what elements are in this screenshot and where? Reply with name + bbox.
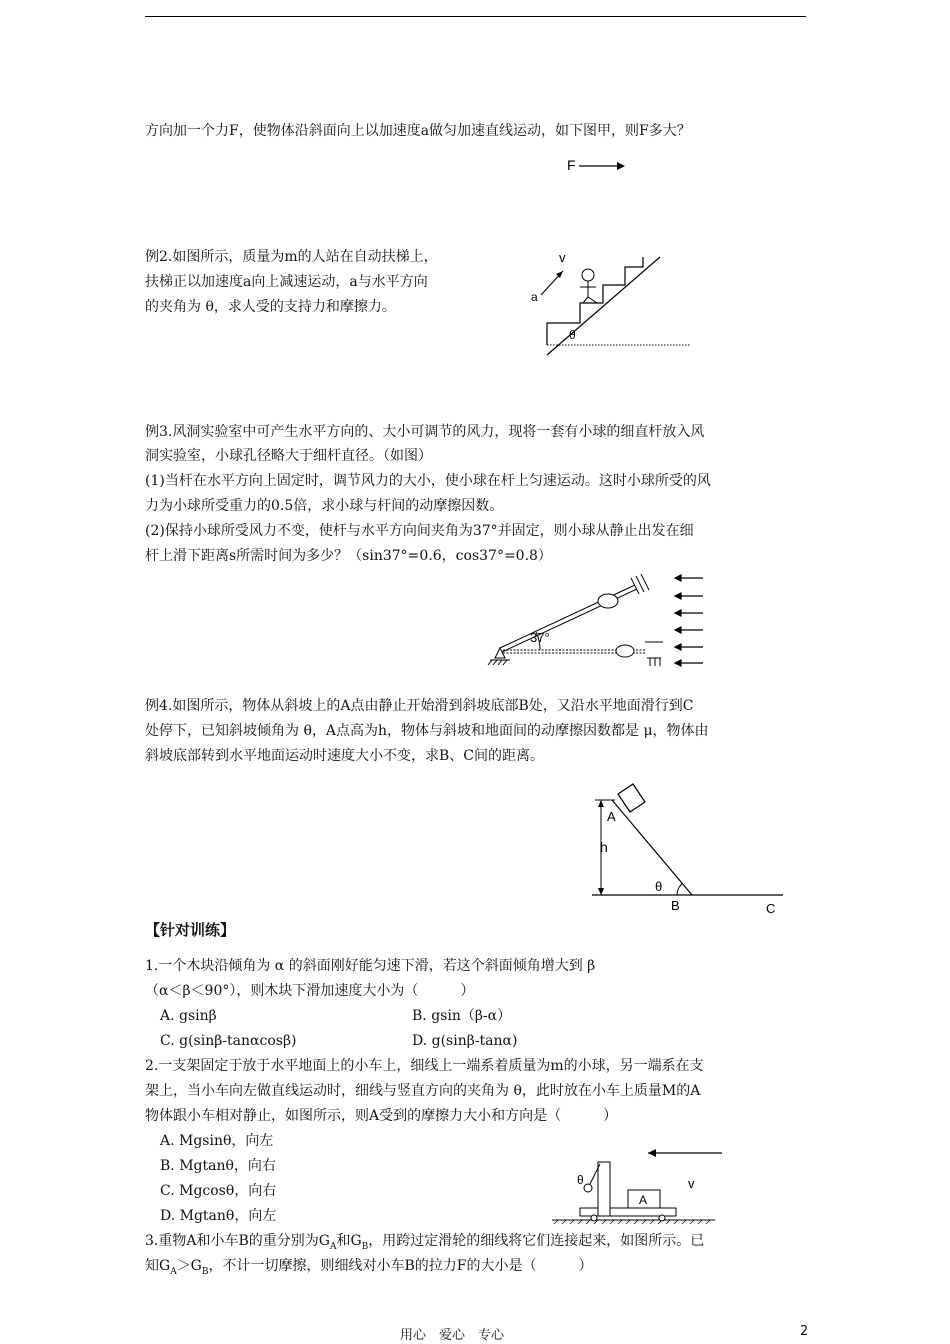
ex4-line-2: 处停下，已知斜坡倾角为 θ，A点高为h，物体与斜坡和地面间的动摩擦因数都是 μ，物体由: [145, 723, 709, 739]
velocity-label: v: [559, 250, 566, 265]
intro-line: 方向加一个力F，使物体沿斜面向上以加速度a做匀加速直线运动，如下图甲，则F多大？: [145, 123, 691, 139]
q1-line-2: （α＜β＜90°），则木块下滑加速度大小为（ ）: [145, 983, 475, 999]
accel-label: a: [531, 290, 538, 304]
q2-line-3: 物体跟小车相对静止，如图所示，则A受到的摩擦力大小和方向是（ ）: [145, 1108, 618, 1124]
q1-option-a: A. gsinβ: [160, 1008, 217, 1024]
escalator-figure: [525, 245, 695, 360]
q3-line-2: 知$G_A>G_B$，不计一切摩擦，则细线对小车B的拉力F的大小是（ ）: [145, 1258, 593, 1277]
header-rule: [145, 16, 806, 17]
wind-tunnel-figure: [485, 570, 715, 680]
theta-label: θ: [569, 328, 576, 342]
ex3-line-3: (1)当杆在水平方向上固定时，调节风力的大小，使小球在杆上匀速运动。这时小球所受的风: [145, 473, 711, 489]
theta-label: θ: [577, 1173, 584, 1187]
ex2-line-3: 的夹角为 θ，求人受的支持力和摩擦力。: [145, 299, 396, 315]
q1-option-d: D. g(sinβ-tanα): [412, 1033, 518, 1049]
ex2-line-1: 例2.如图所示，质量为m的人站在自动扶梯上，: [145, 249, 438, 265]
q2-option-d: D. Mgtanθ，向左: [160, 1208, 277, 1224]
height-label: h: [600, 839, 608, 855]
q2-option-a: A. Mgsinθ，向左: [160, 1133, 274, 1149]
force-label: F: [567, 157, 576, 173]
q1-option-c: C. g(sinβ-tanαcosβ): [160, 1033, 297, 1049]
ex3-line-1: 例3.风洞实验室中可产生水平方向的、大小可调节的风力，现将一套有小球的细直杆放入风: [145, 424, 705, 440]
ex2-line-2: 扶梯正以加速度a向上减速运动，a与水平方向: [145, 274, 428, 290]
ex4-line-3: 斜坡底部转到水平地面运动时速度大小不变，求B、C间的距离。: [145, 748, 544, 764]
slope-figure: [585, 780, 795, 920]
point-b-label: B: [671, 898, 680, 913]
q2-line-1: 2.一支架固定于放于水平地面上的小车上，细线上一端系着质量为m的小球，另一端系在支: [145, 1058, 704, 1074]
cart-figure: [550, 1140, 730, 1230]
ex3-line-2: 洞实验室，小球孔径略大于细杆直径。（如图）: [145, 448, 432, 464]
q1-line-1: 1.一个木块沿倾角为 α 的斜面刚好能匀速下滑，若这个斜面倾角增大到 β: [145, 958, 596, 974]
q1-option-b: B. gsin（β-α）: [412, 1008, 512, 1024]
ex3-line-5: (2)保持小球所受风力不变，使杆与水平方向间夹角为37°并固定，则小球从静止出发在细: [145, 523, 694, 539]
point-c-label: C: [766, 901, 776, 916]
angle-label: 37°: [530, 630, 550, 645]
velocity-label: v: [688, 1176, 695, 1191]
ex4-line-1: 例4.如图所示，物体从斜坡上的A点由静止开始滑到斜坡底部B处，又沿水平地面滑行到C: [145, 698, 694, 714]
force-arrow-figure: [565, 153, 625, 177]
section-title: 【针对训练】: [145, 921, 236, 939]
theta-label: θ: [655, 879, 663, 894]
q2-line-2: 架上，当小车向左做直线运动时，细线与竖直方向的夹角为 θ，此时放在小车上质量M的A: [145, 1083, 701, 1099]
q2-option-c: C. Mgcosθ，向右: [160, 1183, 277, 1199]
q2-option-b: B. Mgtanθ，向右: [160, 1158, 276, 1174]
ex3-line-4: 力为小球所受重力的0.5倍，求小球与杆间的动摩擦因数。: [145, 498, 504, 514]
point-a-label: A: [607, 809, 616, 824]
ex3-line-6: 杆上滑下距离s所需时间为多少？（sin37°=0.6，cos37°=0.8）: [145, 548, 552, 564]
q3-line-1: 3.重物A和小车B的重分别为$G_A$和$G_B$，用跨过定滑轮的细线将它们连接起来，如图所示。已: [145, 1233, 705, 1252]
footer-slogan: 用心 爱心 专心: [400, 1328, 505, 1343]
page-number: 2: [800, 1324, 809, 1339]
block-a-label: A: [639, 1193, 648, 1207]
